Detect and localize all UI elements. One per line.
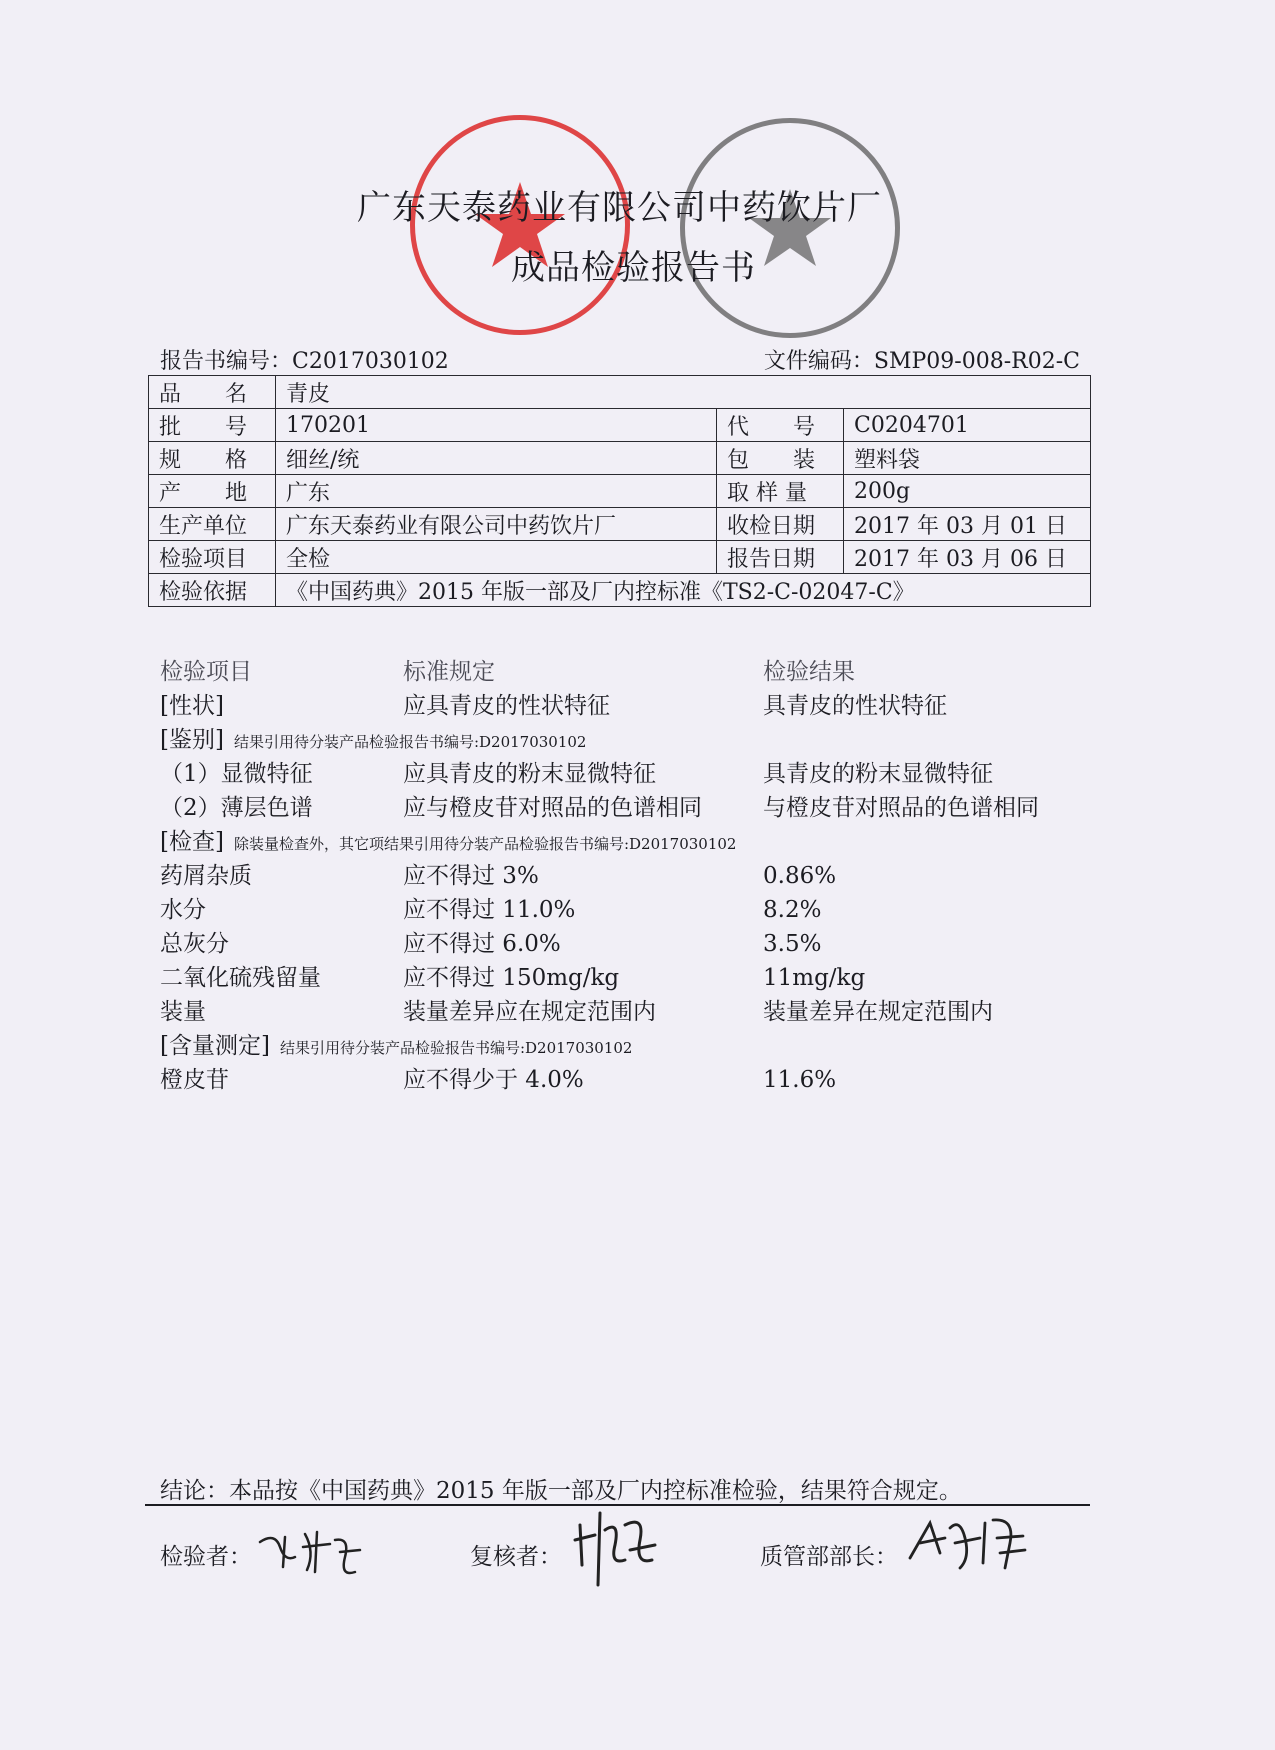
receive-date-label: 收检日期 — [717, 508, 844, 541]
company-title: 广东天泰药业有限公司中药饮片厂 — [357, 188, 882, 228]
item-result: 具青皮的粉末显微特征 — [763, 761, 993, 787]
section-name: [含量测定] — [160, 1033, 270, 1059]
item-name: 二氧化硫残留量 — [160, 965, 321, 991]
test-item-value: 全检 — [276, 541, 717, 574]
file-code: 文件编码：SMP09-008-R02-C — [763, 349, 1080, 374]
col-item-header: 检验项目 — [160, 659, 252, 685]
origin-label: 产 地 — [149, 475, 276, 508]
table-row — [149, 574, 1091, 607]
item-name: 水分 — [160, 897, 206, 923]
origin-value: 广东 — [276, 475, 717, 508]
item-standard: 应不得少于 4.0% — [403, 1067, 584, 1093]
spec-label: 规 格 — [149, 442, 276, 475]
report-date-value: 2017 年 03 月 06 日 — [844, 541, 1091, 574]
report-number: 报告书编号：C2017030102 — [160, 349, 449, 374]
item-name: （2）薄层色谱 — [160, 795, 313, 821]
maker-label: 生产单位 — [149, 508, 276, 541]
item-result: 具青皮的性状特征 — [763, 693, 947, 719]
sample-value: 200g — [844, 475, 1091, 508]
item-name: [性状] — [160, 693, 224, 719]
table-row — [149, 508, 1091, 541]
inspector-label: 检验者： — [160, 1544, 252, 1570]
basis-value: 《中国药典》2015 年版一部及厂内控标准《TS2-C-02047-C》 — [276, 574, 1091, 607]
item-result: 与橙皮苷对照品的色谱相同 — [763, 795, 1039, 821]
item-result: 3.5% — [763, 931, 822, 957]
item-name: 药屑杂质 — [160, 863, 252, 889]
section-row — [160, 723, 1120, 757]
batch-label: 批 号 — [149, 409, 276, 442]
sample-label: 取 样 量 — [717, 475, 844, 508]
test-item-label: 检验项目 — [149, 541, 276, 574]
product-name-label: 品 名 — [149, 376, 276, 409]
section-note: 结果引用待分装产品检验报告书编号:D2017030102 — [233, 733, 587, 751]
table-row — [149, 475, 1091, 508]
item-result: 0.86% — [763, 863, 837, 889]
item-name: 装量 — [160, 999, 206, 1025]
item-name: 橙皮苷 — [160, 1067, 229, 1093]
result-row — [160, 689, 1120, 723]
inspector-signature — [255, 1522, 365, 1582]
section-row — [160, 825, 1120, 859]
result-row — [160, 927, 1120, 961]
item-standard: 应与橙皮苷对照品的色谱相同 — [403, 795, 702, 821]
item-result: 11.6% — [763, 1067, 837, 1093]
col-standard-header: 标准规定 — [403, 659, 495, 685]
batch-value: 170201 — [276, 409, 717, 442]
section-name: [检查] — [160, 829, 224, 855]
item-standard: 应不得过 3% — [403, 863, 539, 889]
conclusion: 结论：本品按《中国药典》2015 年版一部及厂内控标准检验，结果符合规定。 — [160, 1478, 962, 1504]
result-row — [160, 757, 1120, 791]
basis-label: 检验依据 — [149, 574, 276, 607]
document-title: 成品检验报告书 — [511, 248, 756, 288]
section-note: 结果引用待分装产品检验报告书编号:D2017030102 — [279, 1039, 633, 1057]
qa-head-signature — [905, 1508, 1035, 1578]
reviewer-label: 复核者： — [470, 1544, 562, 1570]
product-name-value: 青皮 — [276, 376, 1091, 409]
item-standard: 应不得过 6.0% — [403, 931, 561, 957]
result-row — [160, 893, 1120, 927]
result-row — [160, 859, 1120, 893]
item-name: （1）显微特征 — [160, 761, 313, 787]
table-row — [149, 442, 1091, 475]
item-standard: 装量差异应在规定范围内 — [403, 999, 656, 1025]
item-standard: 应具青皮的性状特征 — [403, 693, 610, 719]
item-name: 总灰分 — [160, 931, 229, 957]
code-value: C0204701 — [844, 409, 1091, 442]
result-row — [160, 995, 1120, 1029]
qa-head-label: 质管部部长： — [760, 1544, 898, 1570]
code-label: 代 号 — [717, 409, 844, 442]
item-standard: 应具青皮的粉末显微特征 — [403, 761, 656, 787]
result-row — [160, 961, 1120, 995]
col-result-header: 检验结果 — [763, 659, 855, 685]
maker-value: 广东天泰药业有限公司中药饮片厂 — [276, 508, 717, 541]
results-section — [160, 655, 1120, 1097]
product-info-table — [148, 375, 1091, 607]
table-row — [149, 409, 1091, 442]
results-header — [160, 655, 1120, 689]
pack-label: 包 装 — [717, 442, 844, 475]
section-row — [160, 1029, 1120, 1063]
pack-value: 塑料袋 — [844, 442, 1091, 475]
section-note: 除装量检查外，其它项结果引用待分装产品检验报告书编号:D2017030102 — [233, 835, 737, 853]
table-row — [149, 376, 1091, 409]
report-date-label: 报告日期 — [717, 541, 844, 574]
result-row — [160, 791, 1120, 825]
item-standard: 应不得过 11.0% — [403, 897, 576, 923]
item-standard: 应不得过 150mg/kg — [403, 965, 620, 991]
item-result: 11mg/kg — [763, 965, 866, 991]
reviewer-signature — [570, 1505, 660, 1590]
table-row — [149, 541, 1091, 574]
section-name: [鉴别] — [160, 727, 224, 753]
item-result: 装量差异在规定范围内 — [763, 999, 993, 1025]
receive-date-value: 2017 年 03 月 01 日 — [844, 508, 1091, 541]
spec-value: 细丝/统 — [276, 442, 717, 475]
item-result: 8.2% — [763, 897, 822, 923]
result-row — [160, 1063, 1120, 1097]
